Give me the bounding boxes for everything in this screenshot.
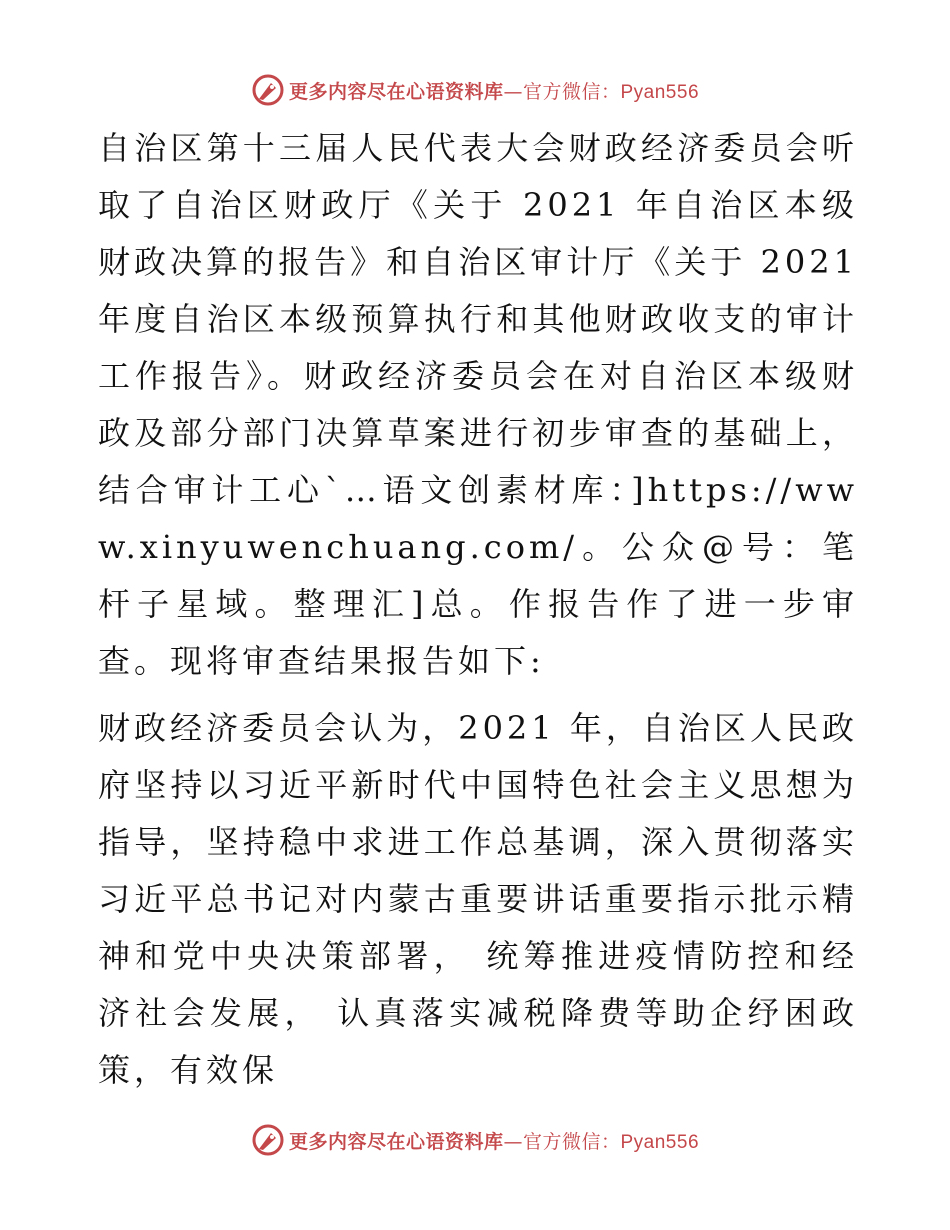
header-banner-wechat-label: 官方微信： bbox=[522, 80, 621, 103]
header-banner-separator: — bbox=[503, 80, 523, 103]
paragraph-1: 自治区第十三届人民代表大会财政经济委员会听取了自治区财政厅《关于 2021 年自治区本级财政决算的报告》和自治区审计厅《关于 2021 年度自治区本级预算执行和其他财政收支的审计工作报告》。财政经济委员会在对自治区本级财政及部分部门决算草案进行初步审查的基础上，结合审计工心`…语文创素材库：]https://www.xinyuwenchuang.com/。公众@号：笔杆子星域。整理汇]总。作报告作了进一步审查。现将审查结果报告如下: bbox=[98, 129, 858, 680]
footer-banner-wechat-label: 官方微信： bbox=[522, 1130, 621, 1153]
header-banner-title: 更多内容尽在心语资料库 bbox=[288, 80, 504, 103]
header-banner-wechat-id: Pyan556 bbox=[620, 81, 700, 103]
footer-banner-wechat-id: Pyan556 bbox=[620, 1131, 700, 1153]
footer-banner bbox=[0, 1120, 950, 1160]
footer-banner-text bbox=[289, 1127, 699, 1154]
document-body bbox=[98, 120, 858, 1099]
footer-banner-title: 更多内容尽在心语资料库 bbox=[288, 1130, 504, 1153]
header-banner bbox=[0, 70, 950, 110]
header-banner-text bbox=[289, 77, 699, 104]
paragraph-2: 财政经济委员会认为，2021 年，自治区人民政府坚持以习近平新时代中国特色社会主义思想为指导，坚持稳中求进工作总基调，深入贯彻落实习近平总书记对内蒙古重要讲话重要指示批示精神和党中央决策部署， 统筹推进疫情防控和经济社会发展， 认真落实减税降费等助企纾困政策，有效保 bbox=[98, 709, 858, 1089]
footer-banner-separator: — bbox=[503, 1130, 523, 1153]
pen-nib-logo-icon bbox=[251, 1123, 285, 1157]
pen-nib-logo-icon bbox=[251, 73, 285, 107]
